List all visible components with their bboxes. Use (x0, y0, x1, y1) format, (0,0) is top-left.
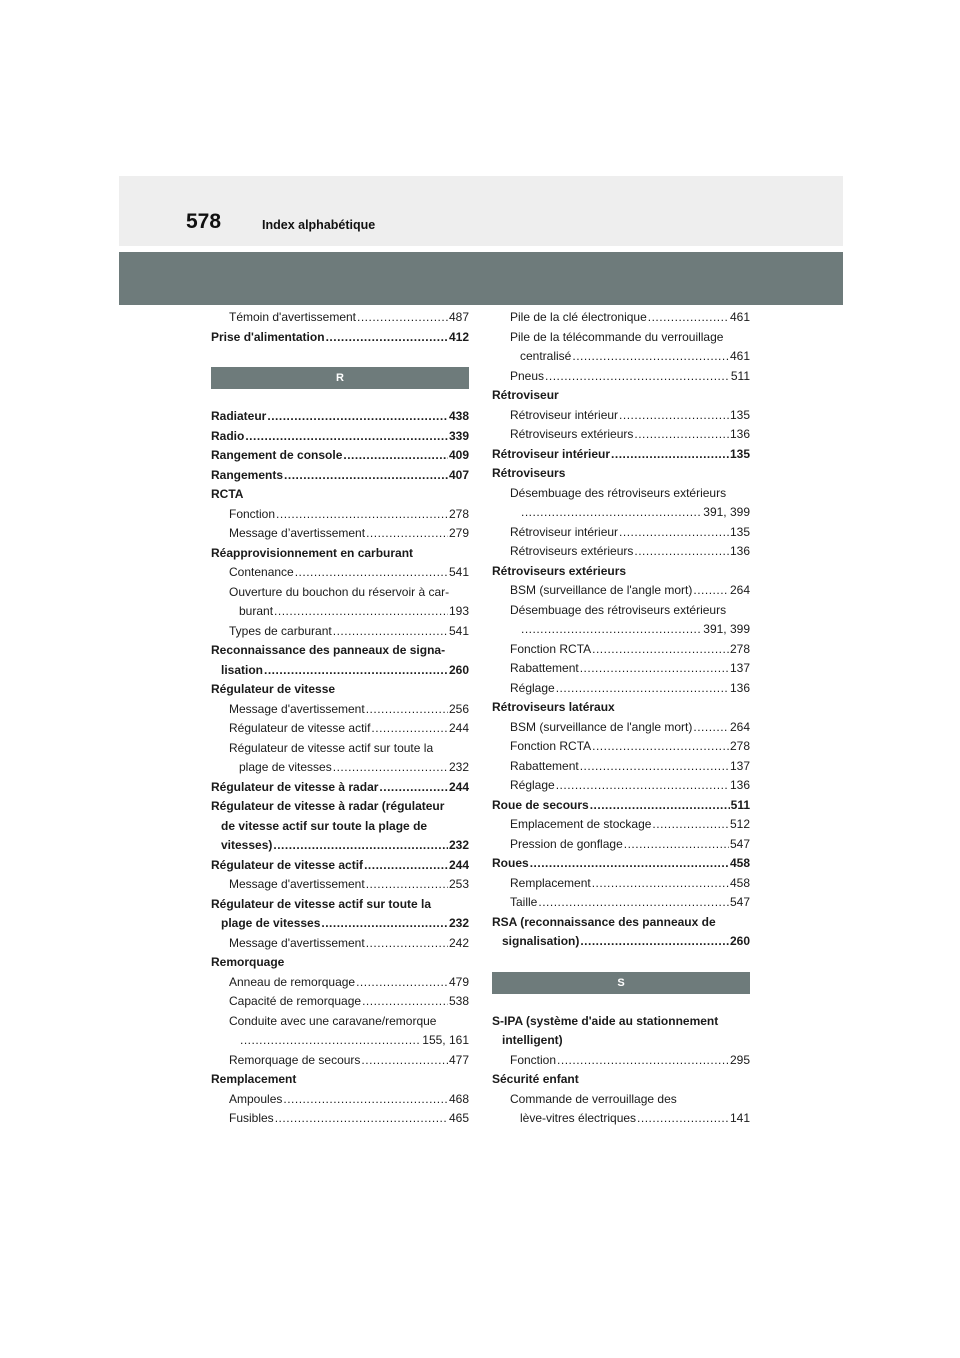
index-entry: Anneau de remorquage ..... 479 (211, 973, 469, 993)
index-entry: Fusibles ..... 465 (211, 1109, 469, 1129)
index-entry: Remorquage de secours ..... 477 (211, 1051, 469, 1071)
index-entry: Fonction ..... 295 (492, 1051, 750, 1071)
index-entry: BSM (surveillance de l'angle mort) ..... 264 (492, 718, 750, 738)
page-title: Index alphabétique (262, 218, 376, 232)
index-entry: Témoin d'avertissement ..... 487 (211, 308, 469, 328)
index-entry: Emplacement de stockage ..... 512 (492, 815, 750, 835)
index-entry: Types de carburant ..... 541 (211, 622, 469, 642)
index-entry: Ampoules ..... 468 (211, 1090, 469, 1110)
index-column-right (492, 308, 750, 1129)
index-heading: Régulateur de vitesse (211, 682, 336, 696)
index-entry: lisation ..... 260 (211, 661, 469, 681)
index-entry: Message d'avertissement ..... 242 (211, 934, 469, 954)
index-entry: Rétroviseur intérieur ..... 135 (492, 406, 750, 426)
index-entry-line: Ouverture du bouchon du réservoir à car- (229, 584, 450, 599)
index-entry-line: Régulateur de vitesse à radar (régulateur (211, 799, 445, 813)
index-entry-line: Régulateur de vitesse actif sur toute la (229, 740, 434, 755)
index-entry: ..... 391, 399 (492, 503, 750, 523)
index-entry: Fonction RCTA ..... 278 (492, 640, 750, 660)
index-entry: Rabattement ..... 137 (492, 659, 750, 679)
index-entry: Régulateur de vitesse à radar ..... 244 (211, 778, 469, 798)
index-entry: Roues ..... 458 (492, 854, 750, 874)
index-entry-line: Désembuage des rétroviseurs extérieurs (510, 602, 727, 617)
index-entry: Contenance ..... 541 (211, 563, 469, 583)
index-entry: Rangement de console ..... 409 (211, 446, 469, 466)
index-column-left (211, 308, 469, 1129)
index-entry: Réglage ..... 136 (492, 776, 750, 796)
index-entry: BSM (surveillance de l'angle mort) ..... 264 (492, 581, 750, 601)
index-entry: Régulateur de vitesse actif ..... 244 (211, 856, 469, 876)
index-entry: Taille ..... 547 (492, 893, 750, 913)
index-entry: lève-vitres électriques ..... 141 (492, 1109, 750, 1129)
index-entry: Roue de secours ..... 511 (492, 796, 750, 816)
index-entry: Rangements ..... 407 (211, 466, 469, 486)
index-entry-line: Pile de la télécommande du verrouillage (510, 329, 724, 344)
index-entry: Radiateur ..... 438 (211, 407, 469, 427)
index-entry: Message d'avertissement ..... 253 (211, 875, 469, 895)
index-entry: plage de vitesses ..... 232 (211, 758, 469, 778)
index-entry: signalisation) ..... 260 (492, 932, 750, 952)
index-entry: Rétroviseur intérieur ..... 135 (492, 523, 750, 543)
index-entry: centralisé ..... 461 (492, 347, 750, 367)
index-entry-line: Commande de verrouillage des (510, 1091, 677, 1106)
index-heading: Sécurité enfant (492, 1072, 579, 1086)
index-heading: Rétroviseurs (492, 466, 566, 480)
index-entry: Pneus ..... 511 (492, 367, 750, 387)
index-entry: Prise d'alimentation ..... 412 (211, 328, 469, 348)
index-entry: Pile de la clé électronique ..... 461 (492, 308, 750, 328)
index-entry-line: S-IPA (système d'aide au stationnement (492, 1013, 719, 1028)
index-entry-line: de vitesse actif sur toute la plage de (221, 818, 428, 833)
index-entry: Rétroviseurs extérieurs ..... 136 (492, 542, 750, 562)
index-entry: Fonction ..... 278 (211, 505, 469, 525)
index-entry: plage de vitesses ..... 232 (211, 914, 469, 934)
index-entry: ..... 391, 399 (492, 620, 750, 640)
index-entry: ..... 155, 161 (211, 1031, 469, 1051)
index-heading: RCTA (211, 487, 244, 501)
index-entry: Rabattement ..... 137 (492, 757, 750, 777)
index-entry: Message d'avertissement ..... 256 (211, 700, 469, 720)
header-band (119, 252, 843, 305)
index-heading: Rétroviseurs extérieurs (492, 563, 627, 578)
index-entry: Fonction RCTA ..... 278 (492, 737, 750, 757)
index-heading: Remorquage (211, 955, 285, 969)
index-entry: Régulateur de vitesse actif ..... 244 (211, 719, 469, 739)
index-entry: Rétroviseurs extérieurs ..... 136 (492, 425, 750, 445)
index-entry: Radio ..... 339 (211, 427, 469, 447)
index-entry-line: Conduite avec une caravane/remorque (229, 1013, 437, 1028)
index-heading: Remplacement (211, 1072, 297, 1086)
index-entry: Remplacement ..... 458 (492, 874, 750, 894)
index-entry: Réglage ..... 136 (492, 679, 750, 699)
index-entry: Capacité de remorquage ..... 538 (211, 992, 469, 1012)
index-entry-line: Reconnaissance des panneaux de signa- (211, 643, 446, 657)
index-heading: Rétroviseurs latéraux (492, 700, 615, 714)
index-entry-line: Désembuage des rétroviseurs extérieurs (510, 485, 727, 500)
index-entry: Message d’avertissement ..... 279 (211, 524, 469, 544)
header-top-bar (119, 176, 843, 246)
index-entry-line: Régulateur de vitesse actif sur toute la (211, 896, 432, 911)
index-entry-line: intelligent) (502, 1033, 563, 1047)
index-entry: vitesses) ..... 232 (211, 836, 469, 856)
index-entry: burant ..... 193 (211, 602, 469, 622)
index-heading: Réapprovisionnement en carburant (211, 545, 414, 560)
index-entry: Rétroviseur intérieur ..... 135 (492, 445, 750, 465)
index-entry: Pression de gonflage ..... 547 (492, 835, 750, 855)
index-heading: Rétroviseur (492, 388, 559, 402)
section-header-s: S (492, 972, 750, 994)
index-entry-line: RSA (reconnaissance des panneaux de (492, 914, 716, 929)
page-number: 578 (186, 210, 222, 233)
section-header-r: R (211, 367, 469, 389)
